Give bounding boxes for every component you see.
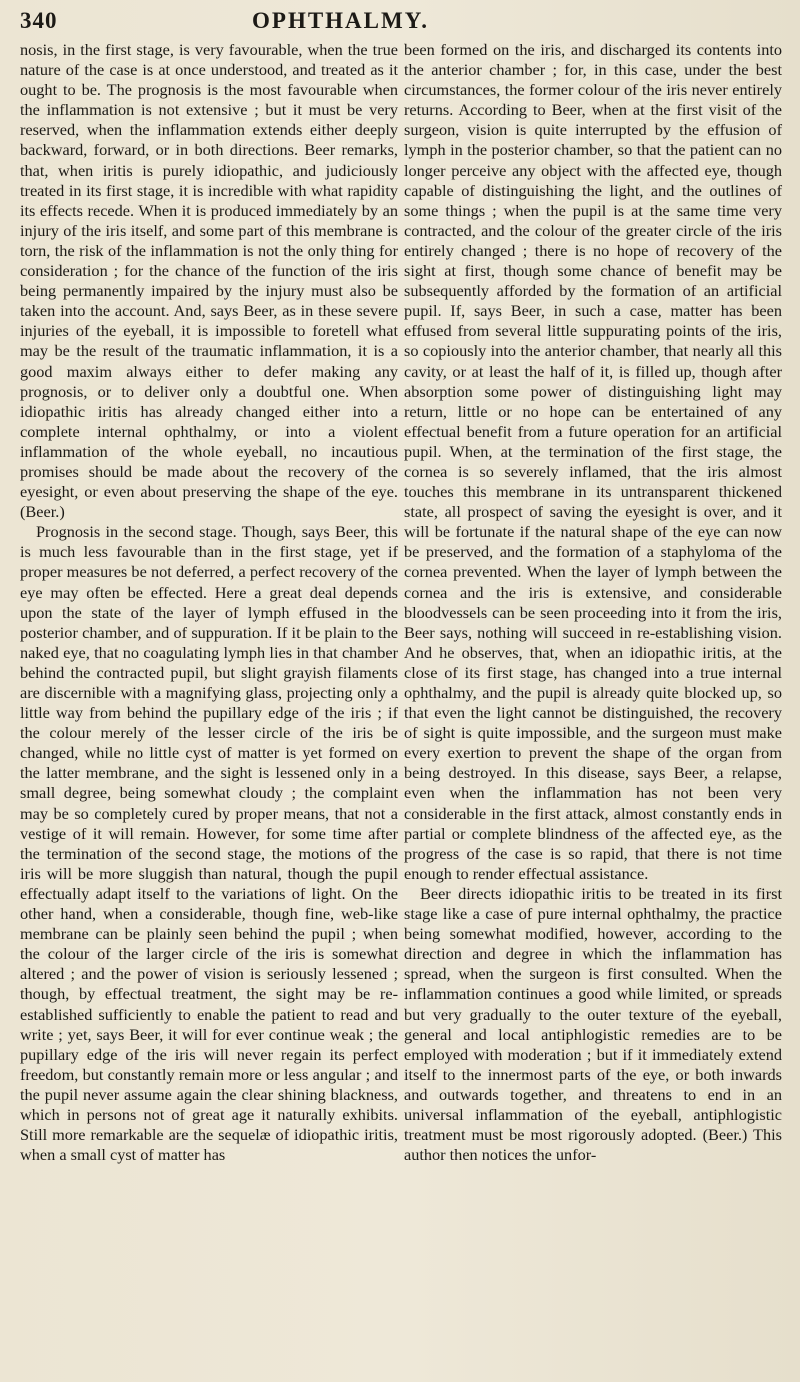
paragraph: Prognosis in the second stage. Though, says Beer, this is much less favourable than in the first stage, yet if proper measures be not deferred, a perfect recovery of the eye may often be effected. Here a great deal depends upon the state of the layer of lymph effused in the posterior chamber, and of suppuration. If it be plain to the naked eye, that no coagulating lymph lies in that chamber behind the contracted pupil, but slight grayish filaments are discernible with a magnifying glass, projecting only a little way from behind the pupillary edge of the iris ; if the colour merely of the lesser circle of the iris be changed, while no little cyst of matter is yet formed on the latter membrane, and the sight is lessened only in a small degree, being somewhat cloudy ; the complaint may be so completely cured by proper means, that not a vestige of it will remain. However, for some time after the termination of the second stage, the motions of the iris will be more sluggish than natural, though the pupil effectually adapt itself to the variations of light. On the other hand, when a considerable, though fine, web-like membrane can be plainly seen behind the pupil ; when the colour of the larger circle of the iris is somewhat altered ; and the power of vision is seriously lessened ; though, by effectual treatment, the sight may be re-established sufficiently to enable the patient to read and write ; yet, says Beer, it will for ever continue weak ; the pupillary edge of the iris will never regain its perfect freedom, but constantly remain more or less angular ; and the pupil never assume again the clear shining blackness, which in persons not of great age it naturally exhibits. Still more remarkable are the sequelæ of idiopathic iritis, when a small cyst of matter has bbox=[20, 522, 398, 1165]
page-number: 340 bbox=[20, 8, 58, 33]
paragraph: Beer directs idiopathic iritis to be treated in its first stage like a case of pure internal ophthalmy, the practice being somewhat modified, however, according to the direction and degree in which the inflammation has spread, when the surgeon is first consulted. When the inflammation continues a good while limited, or spreads but very gradually to the outer texture of the eyeball, general and local antiphlogistic remedies are to be employed with moderation ; but if it immediately extend itself to the innermost parts of the eye, or both inwards and outwards together, and threatens to end in an universal inflammation of the eyeball, antiphlogistic treatment must be most rigorously adopted. (Beer.) This author then notices the unfor- bbox=[404, 883, 782, 1165]
paragraph: nosis, in the first stage, is very favourable, when the true nature of the case is at once understood, and treated as it ought to be. The prognosis is the most favourable when the inflammation is not extensive ; but it must be very reserved, when the inflammation extends either deeply backward, forward, or in both directions. Beer remarks, that, when iritis is purely idiopathic, and judiciously treated in its first stage, it is incredible with what rapidity its effects recede. When it is produced immediately by an injury of the iris itself, and some part of this membrane is torn, the risk of the inflammation is not the only thing for consideration ; for the chance of the function of the iris being permanently impaired by the injury must also be taken into the account. And, says Beer, as in these severe injuries of the eyeball, it is impossible to foretell what may be the result of the traumatic inflammation, it is a good maxim always either to defer making any prognosis, or to deliver only a doubtful one. When idiopathic iritis has already changed either into a complete internal ophthalmy, or into a violent inflammation of the whole eyeball, no incautious promises should be made about the recovery of the eyesight, or even about preserving the shape of the eye. (Beer.) bbox=[20, 40, 398, 522]
right-column bbox=[404, 40, 782, 1165]
text-columns bbox=[20, 40, 782, 1165]
left-column bbox=[20, 40, 398, 1165]
running-head: OPHTHALMY. bbox=[252, 8, 429, 33]
paragraph: been formed on the iris, and discharged its contents into the anterior chamber ; for, in this case, under the best circumstances, the former colour of the iris never entirely returns. According to Beer, when at the first visit of the surgeon, vision is quite interrupted by the effusion of lymph in the posterior chamber, so that the patient can no longer perceive any object with the affected eye, though capable of distinguishing the light, and the outlines of some things ; when the pupil is at the same time very contracted, and the colour of the greater circle of the iris entirely changed ; there is no hope of recovery of the sight at first, though some chance of benefit may be subsequently afforded by the formation of an artificial pupil. If, says Beer, in such a case, matter has been effused from several little suppurating points of the iris, so copiously into the anterior chamber, that nearly all this cavity, or at least the half of it, is filled up, though after absorption some power of distinguishing light may return, little or no hope can be entertained of any effectual benefit from a future operation for an artificial pupil. When, at the termination of the first stage, the cornea is so severely inflamed, that the iris almost touches this membrane in its untransparent thickened state, all prospect of saving the eyesight is over, and it will be fortunate if the natural shape of the eye can now be preserved, and the formation of a staphyloma of the cornea prevented. When the layer of lymph between the cornea and the iris is extensive, and considerable bloodvessels can be seen proceeding into it from the iris, Beer says, nothing will succeed in re-establishing vision. And he observes, that, when an idiopathic iritis, at the close of its first stage, has changed into a true internal ophthalmy, and the pupil is already quite blocked up, so that even the light cannot be distinguished, the recovery of sight is quite impossible, and the surgeon must make every exertion to prevent the shape of the organ from being destroyed. In this disease, says Beer, a relapse, even when the inflammation has not been very considerable in the first attack, almost constantly ends in partial or complete blindness of the affected eye, as the progress of the case is so rapid, that there is not time enough to render effectual assistance. bbox=[404, 40, 782, 883]
page-header bbox=[20, 6, 782, 40]
